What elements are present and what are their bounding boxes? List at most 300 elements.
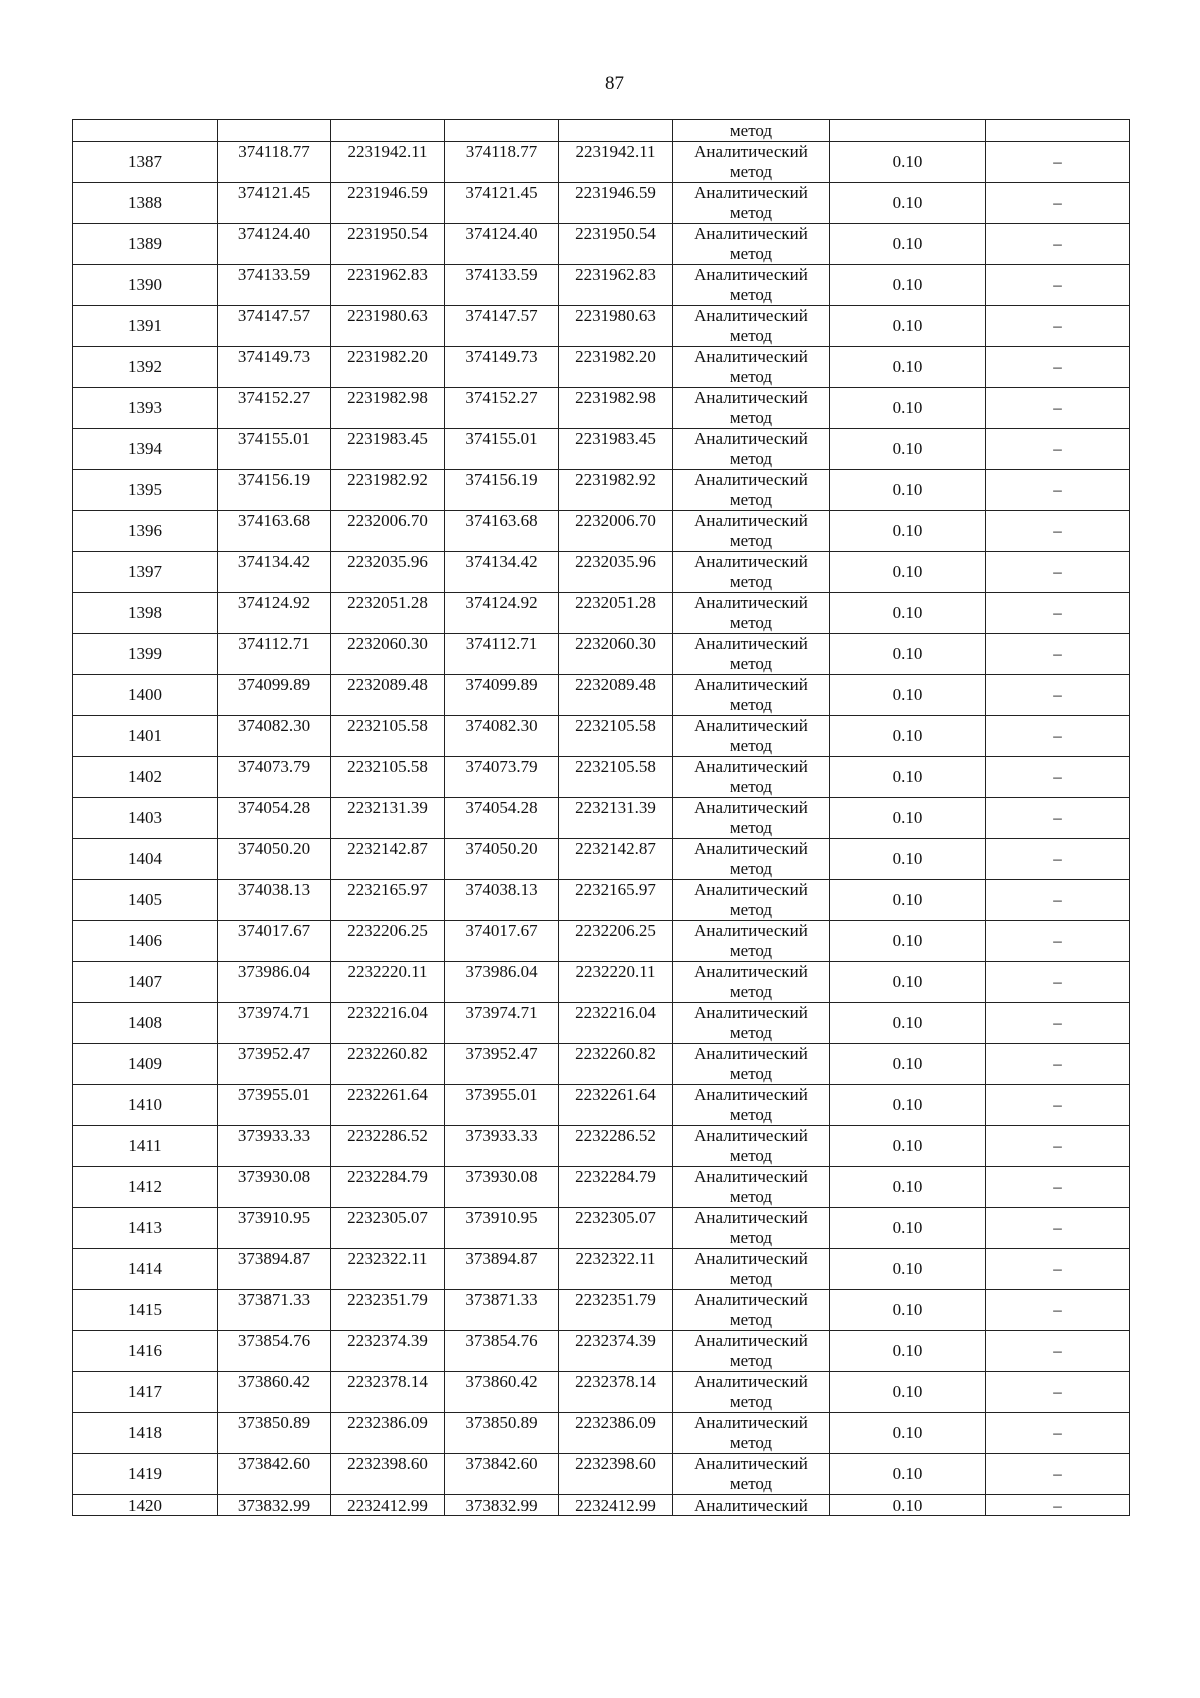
x1-cell: 373832.99	[218, 1495, 331, 1516]
point-number-cell: 1391	[73, 306, 218, 347]
note-cell: –	[986, 183, 1130, 224]
method-cell	[673, 1249, 830, 1290]
y1-cell: 2231946.59	[331, 183, 445, 224]
accuracy-cell: 0.10	[830, 798, 986, 839]
x2-cell: 373854.76	[445, 1331, 559, 1372]
x1-cell: 373930.08	[218, 1167, 331, 1208]
method-cell	[673, 1372, 830, 1413]
table-row	[73, 142, 1130, 183]
accuracy-cell: 0.10	[830, 1372, 986, 1413]
method-line-2: метод	[729, 1064, 773, 1083]
method-line-1: Аналитический	[694, 1167, 808, 1186]
y2-cell: 2231962.83	[559, 265, 673, 306]
accuracy-cell: 0.10	[830, 634, 986, 675]
y2-cell: 2232351.79	[559, 1290, 673, 1331]
y1-cell: 2232386.09	[331, 1413, 445, 1454]
point-number-cell: 1401	[73, 716, 218, 757]
cell-empty	[331, 120, 445, 142]
point-number-cell: 1408	[73, 1003, 218, 1044]
accuracy-cell: 0.10	[830, 183, 986, 224]
method-line-2: метод	[729, 1228, 773, 1247]
point-number-cell: 1419	[73, 1454, 218, 1495]
table-row	[73, 1167, 1130, 1208]
cell-empty	[559, 120, 673, 142]
point-number-cell: 1407	[73, 962, 218, 1003]
y1-cell: 2232284.79	[331, 1167, 445, 1208]
y2-cell: 2231946.59	[559, 183, 673, 224]
x1-cell: 374134.42	[218, 552, 331, 593]
y1-cell: 2231982.98	[331, 388, 445, 429]
method-line-2: метод	[729, 900, 773, 919]
method-line-2: метод	[729, 736, 773, 755]
table-row	[73, 429, 1130, 470]
accuracy-cell: 0.10	[830, 1208, 986, 1249]
y1-cell: 2232060.30	[331, 634, 445, 675]
note-cell: –	[986, 1290, 1130, 1331]
point-number-cell: 1397	[73, 552, 218, 593]
y1-cell: 2232305.07	[331, 1208, 445, 1249]
y1-cell: 2231982.92	[331, 470, 445, 511]
accuracy-cell: 0.10	[830, 1249, 986, 1290]
method-line-1: Аналитический	[694, 716, 808, 735]
y1-cell: 2231950.54	[331, 224, 445, 265]
x2-cell: 373871.33	[445, 1290, 559, 1331]
note-cell: –	[986, 798, 1130, 839]
y1-cell: 2232051.28	[331, 593, 445, 634]
x1-cell: 374038.13	[218, 880, 331, 921]
x2-cell: 373986.04	[445, 962, 559, 1003]
y2-cell: 2231982.20	[559, 347, 673, 388]
note-cell: –	[986, 1413, 1130, 1454]
point-number-cell: 1405	[73, 880, 218, 921]
x1-cell: 373974.71	[218, 1003, 331, 1044]
x2-cell: 374050.20	[445, 839, 559, 880]
note-cell: –	[986, 880, 1130, 921]
method-cell: метод	[673, 120, 830, 142]
x2-cell: 374121.45	[445, 183, 559, 224]
method-line-2: метод	[729, 162, 773, 181]
point-number-cell: 1415	[73, 1290, 218, 1331]
note-cell: –	[986, 634, 1130, 675]
accuracy-cell: 0.10	[830, 429, 986, 470]
method-line-2: метод	[729, 285, 773, 304]
table-row	[73, 552, 1130, 593]
method-cell	[673, 798, 830, 839]
point-number-cell: 1395	[73, 470, 218, 511]
point-number-cell: 1416	[73, 1331, 218, 1372]
method-line-2: метод	[729, 531, 773, 550]
table-row	[73, 1085, 1130, 1126]
y1-cell: 2232398.60	[331, 1454, 445, 1495]
y2-cell: 2232142.87	[559, 839, 673, 880]
y1-cell: 2232165.97	[331, 880, 445, 921]
method-cell	[673, 880, 830, 921]
method-line-1: Аналитический	[694, 634, 808, 653]
note-cell: –	[986, 1249, 1130, 1290]
note-cell: –	[986, 511, 1130, 552]
x2-cell: 374149.73	[445, 347, 559, 388]
point-number-cell: 1400	[73, 675, 218, 716]
x1-cell: 374099.89	[218, 675, 331, 716]
x2-cell: 374073.79	[445, 757, 559, 798]
method-cell	[673, 1003, 830, 1044]
point-number-cell: 1388	[73, 183, 218, 224]
method-cell	[673, 347, 830, 388]
method-line-2: метод	[729, 695, 773, 714]
method-line-2: метод	[729, 1146, 773, 1165]
accuracy-cell: 0.10	[830, 1495, 986, 1516]
x2-cell: 374054.28	[445, 798, 559, 839]
method-line-2: метод	[729, 449, 773, 468]
accuracy-cell: 0.10	[830, 675, 986, 716]
method-line-1: Аналитический	[694, 1249, 808, 1268]
y2-cell: 2232374.39	[559, 1331, 673, 1372]
table-row-last	[73, 1495, 1130, 1516]
cell-empty	[73, 120, 218, 142]
y2-cell: 2232060.30	[559, 634, 673, 675]
note-cell: –	[986, 552, 1130, 593]
point-number-cell: 1392	[73, 347, 218, 388]
method-line-1: Аналитический	[694, 1331, 808, 1350]
method-line-2: метод	[729, 1310, 773, 1329]
table-row-continuation	[73, 120, 1130, 142]
method-line-1: Аналитический	[694, 183, 808, 202]
table-row	[73, 388, 1130, 429]
x2-cell: 373860.42	[445, 1372, 559, 1413]
method-cell	[673, 921, 830, 962]
method-cell	[673, 470, 830, 511]
y1-cell: 2232206.25	[331, 921, 445, 962]
note-cell: –	[986, 224, 1130, 265]
y2-cell: 2232216.04	[559, 1003, 673, 1044]
method-line-1: Аналитический	[694, 839, 808, 858]
x1-cell: 373952.47	[218, 1044, 331, 1085]
x2-cell: 373910.95	[445, 1208, 559, 1249]
method-line-1: Аналитический	[694, 224, 808, 243]
note-cell: –	[986, 839, 1130, 880]
method-line-2: метод	[729, 244, 773, 263]
y2-cell: 2232105.58	[559, 716, 673, 757]
accuracy-cell: 0.10	[830, 470, 986, 511]
point-number-cell: 1387	[73, 142, 218, 183]
x1-cell: 374124.92	[218, 593, 331, 634]
note-cell: –	[986, 716, 1130, 757]
x2-cell: 374112.71	[445, 634, 559, 675]
y2-cell: 2232105.58	[559, 757, 673, 798]
cell-empty	[445, 120, 559, 142]
accuracy-cell: 0.10	[830, 1085, 986, 1126]
method-cell	[673, 962, 830, 1003]
accuracy-cell: 0.10	[830, 593, 986, 634]
method-line-1: Аналитический	[694, 1372, 808, 1391]
point-number-cell: 1418	[73, 1413, 218, 1454]
method-line-1: Аналитический	[694, 429, 808, 448]
table-row	[73, 1413, 1130, 1454]
method-line-2: метод	[729, 941, 773, 960]
accuracy-cell: 0.10	[830, 757, 986, 798]
accuracy-cell: 0.10	[830, 142, 986, 183]
accuracy-cell: 0.10	[830, 1167, 986, 1208]
y2-cell: 2232378.14	[559, 1372, 673, 1413]
cell-empty	[218, 120, 331, 142]
x2-cell: 373974.71	[445, 1003, 559, 1044]
y1-cell: 2232286.52	[331, 1126, 445, 1167]
accuracy-cell: 0.10	[830, 839, 986, 880]
note-cell: –	[986, 962, 1130, 1003]
method-cell	[673, 716, 830, 757]
method-line-2: метод	[729, 1187, 773, 1206]
x2-cell: 374152.27	[445, 388, 559, 429]
accuracy-cell: 0.10	[830, 1003, 986, 1044]
note-cell: –	[986, 1126, 1130, 1167]
accuracy-cell: 0.10	[830, 1413, 986, 1454]
y2-cell: 2232006.70	[559, 511, 673, 552]
method-line-1: Аналитический	[694, 1413, 808, 1432]
x2-cell: 374133.59	[445, 265, 559, 306]
accuracy-cell: 0.10	[830, 388, 986, 429]
y2-cell: 2232261.64	[559, 1085, 673, 1126]
x1-cell: 374133.59	[218, 265, 331, 306]
x2-cell: 373832.99	[445, 1495, 559, 1516]
y2-cell: 2232322.11	[559, 1249, 673, 1290]
x2-cell: 373952.47	[445, 1044, 559, 1085]
x2-cell: 374038.13	[445, 880, 559, 921]
y2-cell: 2231982.92	[559, 470, 673, 511]
method-line-1: Аналитический	[694, 511, 808, 530]
method-line-1: Аналитический	[694, 1085, 808, 1104]
table-row	[73, 798, 1130, 839]
x2-cell: 373930.08	[445, 1167, 559, 1208]
table-row	[73, 1126, 1130, 1167]
x1-cell: 373854.76	[218, 1331, 331, 1372]
cell-empty	[986, 120, 1130, 142]
y2-cell: 2232286.52	[559, 1126, 673, 1167]
table-row	[73, 265, 1130, 306]
method-line-1: Аналитический	[694, 798, 808, 817]
x1-cell: 374149.73	[218, 347, 331, 388]
method-cell	[673, 1167, 830, 1208]
accuracy-cell: 0.10	[830, 716, 986, 757]
method-cell	[673, 511, 830, 552]
note-cell: –	[986, 1167, 1130, 1208]
x1-cell: 373842.60	[218, 1454, 331, 1495]
x1-cell: 373894.87	[218, 1249, 331, 1290]
note-cell: –	[986, 429, 1130, 470]
accuracy-cell: 0.10	[830, 511, 986, 552]
cell-empty	[830, 120, 986, 142]
y1-cell: 2232089.48	[331, 675, 445, 716]
y1-cell: 2232142.87	[331, 839, 445, 880]
y2-cell: 2231942.11	[559, 142, 673, 183]
y1-cell: 2231980.63	[331, 306, 445, 347]
y1-cell: 2232035.96	[331, 552, 445, 593]
note-cell: –	[986, 306, 1130, 347]
x1-cell: 374163.68	[218, 511, 331, 552]
method-cell	[673, 1126, 830, 1167]
y2-cell: 2232165.97	[559, 880, 673, 921]
y1-cell: 2232378.14	[331, 1372, 445, 1413]
accuracy-cell: 0.10	[830, 347, 986, 388]
accuracy-cell: 0.10	[830, 962, 986, 1003]
method-line-2: метод	[729, 818, 773, 837]
y1-cell: 2231982.20	[331, 347, 445, 388]
table-row	[73, 347, 1130, 388]
table-row	[73, 1044, 1130, 1085]
method-cell	[673, 552, 830, 593]
table-row	[73, 183, 1130, 224]
table-row	[73, 757, 1130, 798]
method-line-2: метод	[729, 1269, 773, 1288]
point-number-cell: 1412	[73, 1167, 218, 1208]
point-number-cell: 1414	[73, 1249, 218, 1290]
y1-cell: 2232261.64	[331, 1085, 445, 1126]
method-line-1: Аналитический	[694, 1454, 808, 1473]
point-number-cell: 1394	[73, 429, 218, 470]
method-line-2: метод	[729, 1023, 773, 1042]
method-line-1: Аналитический	[694, 593, 808, 612]
table-row	[73, 511, 1130, 552]
method-line-1: Аналитический	[694, 347, 808, 366]
point-number-cell: 1389	[73, 224, 218, 265]
method-cell	[673, 1290, 830, 1331]
method-line-2: метод	[729, 367, 773, 386]
note-cell: –	[986, 1003, 1130, 1044]
note-cell: –	[986, 347, 1130, 388]
table-row	[73, 1372, 1130, 1413]
y1-cell: 2232131.39	[331, 798, 445, 839]
accuracy-cell: 0.10	[830, 1290, 986, 1331]
method-line-1: Аналитический	[694, 265, 808, 284]
y1-cell: 2232220.11	[331, 962, 445, 1003]
method-line-1: Аналитический	[694, 470, 808, 489]
y1-cell: 2231942.11	[331, 142, 445, 183]
y1-cell: 2231962.83	[331, 265, 445, 306]
y2-cell: 2231980.63	[559, 306, 673, 347]
method-cell	[673, 1454, 830, 1495]
accuracy-cell: 0.10	[830, 306, 986, 347]
x1-cell: 374121.45	[218, 183, 331, 224]
x1-cell: 374118.77	[218, 142, 331, 183]
table-body	[73, 120, 1130, 1516]
table-row	[73, 1003, 1130, 1044]
accuracy-cell: 0.10	[830, 921, 986, 962]
method-cell	[673, 1208, 830, 1249]
y1-cell: 2232006.70	[331, 511, 445, 552]
method-line-2: метод	[729, 490, 773, 509]
method-cell	[673, 839, 830, 880]
table-row	[73, 1290, 1130, 1331]
method-line-1: Аналитический	[694, 1208, 808, 1227]
note-cell: –	[986, 470, 1130, 511]
note-cell: –	[986, 1044, 1130, 1085]
y2-cell: 2231982.98	[559, 388, 673, 429]
point-number-cell: 1409	[73, 1044, 218, 1085]
table-row	[73, 962, 1130, 1003]
note-cell: –	[986, 1208, 1130, 1249]
method-cell	[673, 429, 830, 470]
method-line-2: метод	[729, 613, 773, 632]
method-line-1: Аналитический	[694, 962, 808, 981]
method-line-1: Аналитический	[694, 552, 808, 571]
x2-cell: 374155.01	[445, 429, 559, 470]
table-row	[73, 634, 1130, 675]
method-cell	[673, 224, 830, 265]
x1-cell: 374054.28	[218, 798, 331, 839]
method-line-2: метод	[729, 777, 773, 796]
method-line-2: метод	[729, 654, 773, 673]
point-number-cell: 1406	[73, 921, 218, 962]
page-number: 87	[605, 73, 624, 94]
method-line-2: метод	[729, 572, 773, 591]
note-cell: –	[986, 142, 1130, 183]
method-line-1: Аналитический	[694, 142, 808, 161]
method-line-1: Аналитический	[694, 388, 808, 407]
x1-cell: 373986.04	[218, 962, 331, 1003]
x1-cell: 373871.33	[218, 1290, 331, 1331]
x2-cell: 374118.77	[445, 142, 559, 183]
table-row	[73, 224, 1130, 265]
y2-cell: 2232051.28	[559, 593, 673, 634]
note-cell: –	[986, 757, 1130, 798]
method-line-1: Аналитический	[694, 1126, 808, 1145]
x1-cell: 373910.95	[218, 1208, 331, 1249]
x1-cell: 374017.67	[218, 921, 331, 962]
accuracy-cell: 0.10	[830, 1126, 986, 1167]
accuracy-cell: 0.10	[830, 224, 986, 265]
method-line-2: метод	[729, 1474, 773, 1493]
x1-cell: 373933.33	[218, 1126, 331, 1167]
y2-cell: 2232386.09	[559, 1413, 673, 1454]
point-number-cell: 1420	[73, 1495, 218, 1516]
table-row	[73, 1208, 1130, 1249]
x2-cell: 373955.01	[445, 1085, 559, 1126]
method-line-1: Аналитический	[694, 1290, 808, 1309]
point-number-cell: 1411	[73, 1126, 218, 1167]
point-number-cell: 1413	[73, 1208, 218, 1249]
x2-cell: 374147.57	[445, 306, 559, 347]
x1-cell: 374112.71	[218, 634, 331, 675]
x1-cell: 374155.01	[218, 429, 331, 470]
y2-cell: 2232412.99	[559, 1495, 673, 1516]
y2-cell: 2232206.25	[559, 921, 673, 962]
method-cell	[673, 593, 830, 634]
method-line-1: Аналитический	[694, 306, 808, 325]
x1-cell: 373860.42	[218, 1372, 331, 1413]
y2-cell: 2232131.39	[559, 798, 673, 839]
x2-cell: 373850.89	[445, 1413, 559, 1454]
method-cell	[673, 183, 830, 224]
table-row	[73, 675, 1130, 716]
table-row	[73, 593, 1130, 634]
x1-cell: 374073.79	[218, 757, 331, 798]
method-cell	[673, 1085, 830, 1126]
table-row	[73, 470, 1130, 511]
accuracy-cell: 0.10	[830, 1044, 986, 1085]
method-line-2: метод	[729, 1433, 773, 1452]
table-row	[73, 306, 1130, 347]
method-cell	[673, 1044, 830, 1085]
point-number-cell: 1399	[73, 634, 218, 675]
method-line-2: метод	[729, 859, 773, 878]
accuracy-cell: 0.10	[830, 552, 986, 593]
note-cell: –	[986, 921, 1130, 962]
method-line-2: метод	[729, 1392, 773, 1411]
point-number-cell: 1390	[73, 265, 218, 306]
method-line-1: Аналитический	[694, 675, 808, 694]
method-line-2: метод	[729, 1351, 773, 1370]
table-row	[73, 839, 1130, 880]
y2-cell: 2231950.54	[559, 224, 673, 265]
